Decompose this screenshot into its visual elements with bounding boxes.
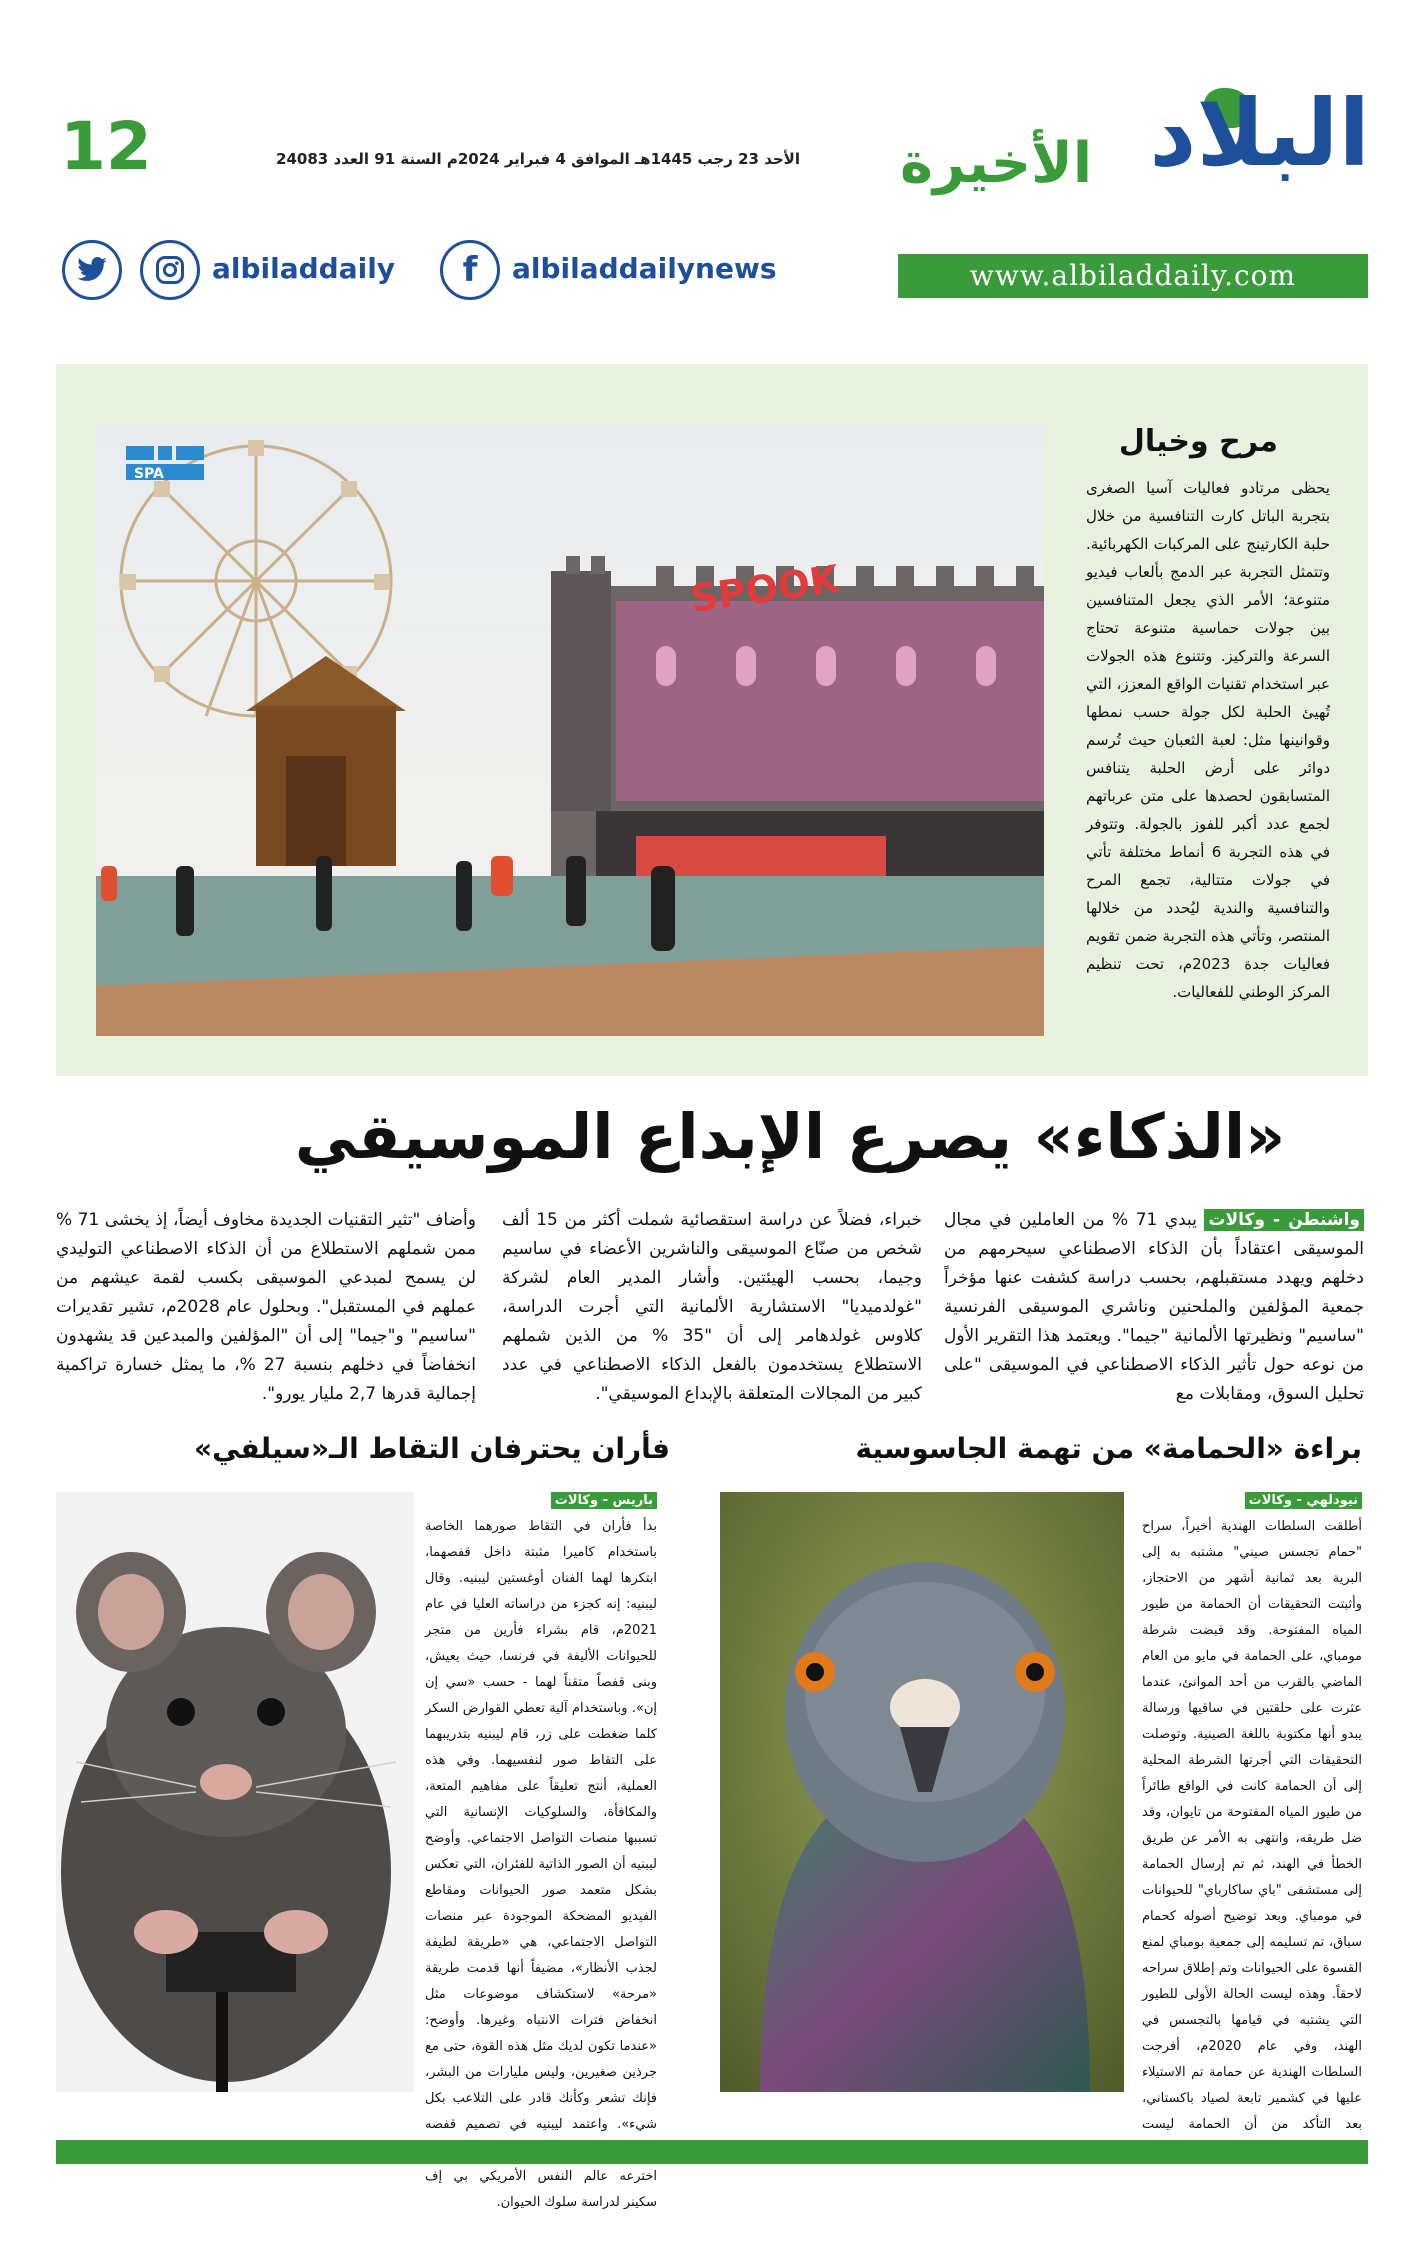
svg-text:SPA: SPA	[134, 466, 164, 482]
music-column-2: خبراء، فضلاً عن دراسة استقصائية شملت أكثر من 15 ألف شخص من صنّاع الموسيقى والناشرين الأعضاء في ساسيم وجيما، بحسب الهيئتين. وأشار المدير العام لشركة "غولدميديا" الاستشارية الألمانية التي أجرت الدراسة، كلاوس غولدهامر إلى أن "35 % من الذين شملهم الاستطلاع يستخدمون بالفعل الذكاء الاصطناعي في عدد كبير من المجالات المتعلقة بالإبداع الموسيقي".	[502, 1210, 922, 1404]
feature-title: مرح وخيال	[1118, 424, 1278, 459]
bottom-divider	[56, 2140, 1368, 2164]
pigeon-body	[1142, 1488, 1362, 2164]
instagram-handle[interactable]: albiladdaily	[212, 252, 396, 285]
website-link[interactable]: www.albiladdaily.com	[898, 254, 1368, 298]
music-col1-text: يبدي 71 % من العاملين في مجال الموسيقى اعتقاداً بأن الذكاء الاصطناعي سيحرمهم من دخلهم ويهدد مستقبلهم، بحسب دراسة كشفت عنها مؤخراً جمعية المؤلفين والملحنين وناشري الموسيقى الفرنسية "ساسيم" ونظيرتها الألمانية "جيما". ويعتمد هذا التقرير الأول من نوعه حول تأثير الذكاء الاصطناعي في الموسيقى "على تحليل السوق، ومقابلات مع	[944, 1210, 1364, 1404]
facebook-icon[interactable]: f	[440, 240, 500, 300]
page-number: 12	[60, 108, 152, 185]
rat-headline: فأران يحترفان التقاط الـ«سيلفي»	[193, 1432, 670, 1465]
feature-body: يحظى مرتادو فعاليات آسيا الصغرى بتجربة الباتل كارت التنافسية من خلال حلبة الكارتينج على المركبات الكهربائية. وتتمثل التجربة عبر الدمج بألعاب فيديو متنوعة؛ الأمر الذي يجعل المتنافسين بين جولات حماسية متنوعة تحتاج السرعة والتركيز. وتتنوع هذه الجولات عبر استخدام تقنيات الواقع المعزز، التي تُهيئ الحلبة لكل جولة حسب نمطها وقوانينها مثل: لعبة الثعبان حيث تُرسم دوائر على أرض الحلبة يتنافس المتسابقون لحصدها على متن عرباتهم لجمع عدد أكبر للفوز بالجولة. وتتوفر في هذه التجربة 6 أنماط مختلفة تأتي في جولات متتالية، تجمع المرح والتنافسية والندية ليُحدد من خلالها المنتصر، وتأتي هذه التجربة ضمن تقويم فعاليات جدة 2023م، تحت تنظيم المركز الوطني للفعاليات.	[1086, 479, 1330, 1001]
twitter-icon[interactable]	[62, 240, 122, 300]
rat-body	[425, 1488, 657, 2216]
music-headline: «الذكاء» يصرع الإبداع الموسيقي	[294, 1100, 1286, 1173]
pigeon-dateline: نيودلهي - وكالات	[1245, 1492, 1362, 1509]
facebook-handle[interactable]: albiladdailynews	[512, 252, 777, 285]
spook-sign: SPOOK	[687, 556, 842, 622]
rat-body-text: بدأ فأران في التقاط صورهما الخاصة باستخدام كاميرا مثبتة داخل قفصهما، ابتكرها لهما الفنان أوغستين ليبنيه. وقال ليبنيه: إنه كجزء من دراساته العليا في عام 2021م، قام بشراء فأرين من متجر للحيوانات الأليفة في فرنسا، حيث يعيش، وبنى قفصاً متقناً لهما - حسب «سي إن إن». وباستخدام آلية تعطي القوارض السكر كلما ضغطت على زر، قام ليبنيه بتدريبهما على التقاط صور لنفسيهما. وفي هذه العملية، أنتج تعليقاً على مفاهيم المتعة، والمكافأة، والسلوكيات الإنسانية التي تسببها منصات التواصل الاجتماعي. وأوضح ليبنيه أن الصور الذاتية للفئران، التي تعكس بشكل متعمد صور الحيوانات ومقاطع الفيديو المضحكة الموجودة عبر منصات التواصل الاجتماعي، هي «طريقة لطيفة لجذب الأنظار»، مضيفاً أنها قدمت طريقة «مرحة» لاستكشاف موضوعات مثل انخفاض فترات الانتباه وغيرها. وأوضح: «عندما تكون لديك مثل هذه القوة، حتى مع جرذين صغيرين، وليس مليارات من البشر، فإنك تشعر وكأنك قادر على التلاعب بكل شيء». واعتمد ليبنيه في تصميم قفصه اخترعه عالم النفس الأمريكي بي إف سكينر لدراسة سلوك الحيوان.	[425, 1519, 657, 2210]
pigeon-photo	[720, 1492, 1124, 2092]
rat-photo	[56, 1492, 414, 2092]
newspaper-logo[interactable]	[900, 80, 1370, 218]
instagram-icon[interactable]	[140, 240, 200, 300]
music-column-1	[944, 1206, 1364, 1409]
pigeon-body-text: أطلقت السلطات الهندية أخيراً، سراح "حمام تجسس صيني" مشتبه به إلى البرية بعد ثمانية أشهر من الاحتجاز، وأثبتت التحقيقات أن الحمامة من طيور المياه المفتوحة. وقد قبضت شرطة مومباي، على الحمامة في مايو من العام الماضي بالقرب من أحد الموانئ، عندما عثرت على حلقتين في ساقيها ورسالة يبدو أنها مكتوبة باللغة الصينية. وتوصلت التحقيقات التي أجرتها الشرطة المحلية إلى أن الحمامة كانت في الواقع طائراً من طيور المياه المفتوحة من تايوان، وقد ضل طريقه، وانتهى به الأمر عن طريق الخطأ في الهند، ثم تم إرسال الحمامة إلى مستشفى "باي ساكارباي" للحيوانات في مومباي. وبعد توضيح أصوله كحمام سباق، تم تسليمه إلى جمعية بومباي لمنع القسوة على الحيوانات وتم إطلاق سراحه لاحقاً. وهذه ليست الحالة الأولى للطيور التي يشتبه في قيامها بالتجسس في الهند، وفي عام 2020م، أفرجت السلطات الهندية عن حمامة تم الاستيلاء عليها في كشمير تابعة لصياد باكستاني، بعد التأكد من أن الحمامة ليست	[1142, 1519, 1362, 2132]
rat-dateline: باريس - وكالات	[551, 1492, 657, 1509]
amusement-park-photo	[96, 426, 1044, 1036]
issue-date: الأحد 23 رجب 1445هـ الموافق 4 فبراير 2024م السنة 91 العدد 24083	[276, 150, 800, 168]
feature-box	[56, 364, 1368, 1076]
music-column-3: وأضاف "تثير التقنيات الجديدة مخاوف أيضاً، إذ يخشى 71 % ممن شملهم الاستطلاع من أن الذكاء الاصطناعي التوليدي لن يسمح لمبدعي الموسيقى بكسب لقمة عيشهم من عملهم في المستقبل". وبحلول عام 2028م، تشير تقديرات "ساسيم" و"جيما" إلى أن "المؤلفين والمبدعين قد يشهدون انخفاضاً في دخلهم بنسبة 27 %، ما يمثل خسارة تراكمية إجمالية قدرها 2,7 مليار يورو".	[56, 1210, 476, 1404]
pigeon-headline: براءة «الحمامة» من تهمة الجاسوسية	[855, 1432, 1362, 1465]
logo-sub-text: الأخيرة	[900, 131, 1093, 196]
music-dateline: واشنطن - وكالات	[1204, 1209, 1364, 1231]
logo-main-text: البلاد	[1149, 80, 1370, 187]
